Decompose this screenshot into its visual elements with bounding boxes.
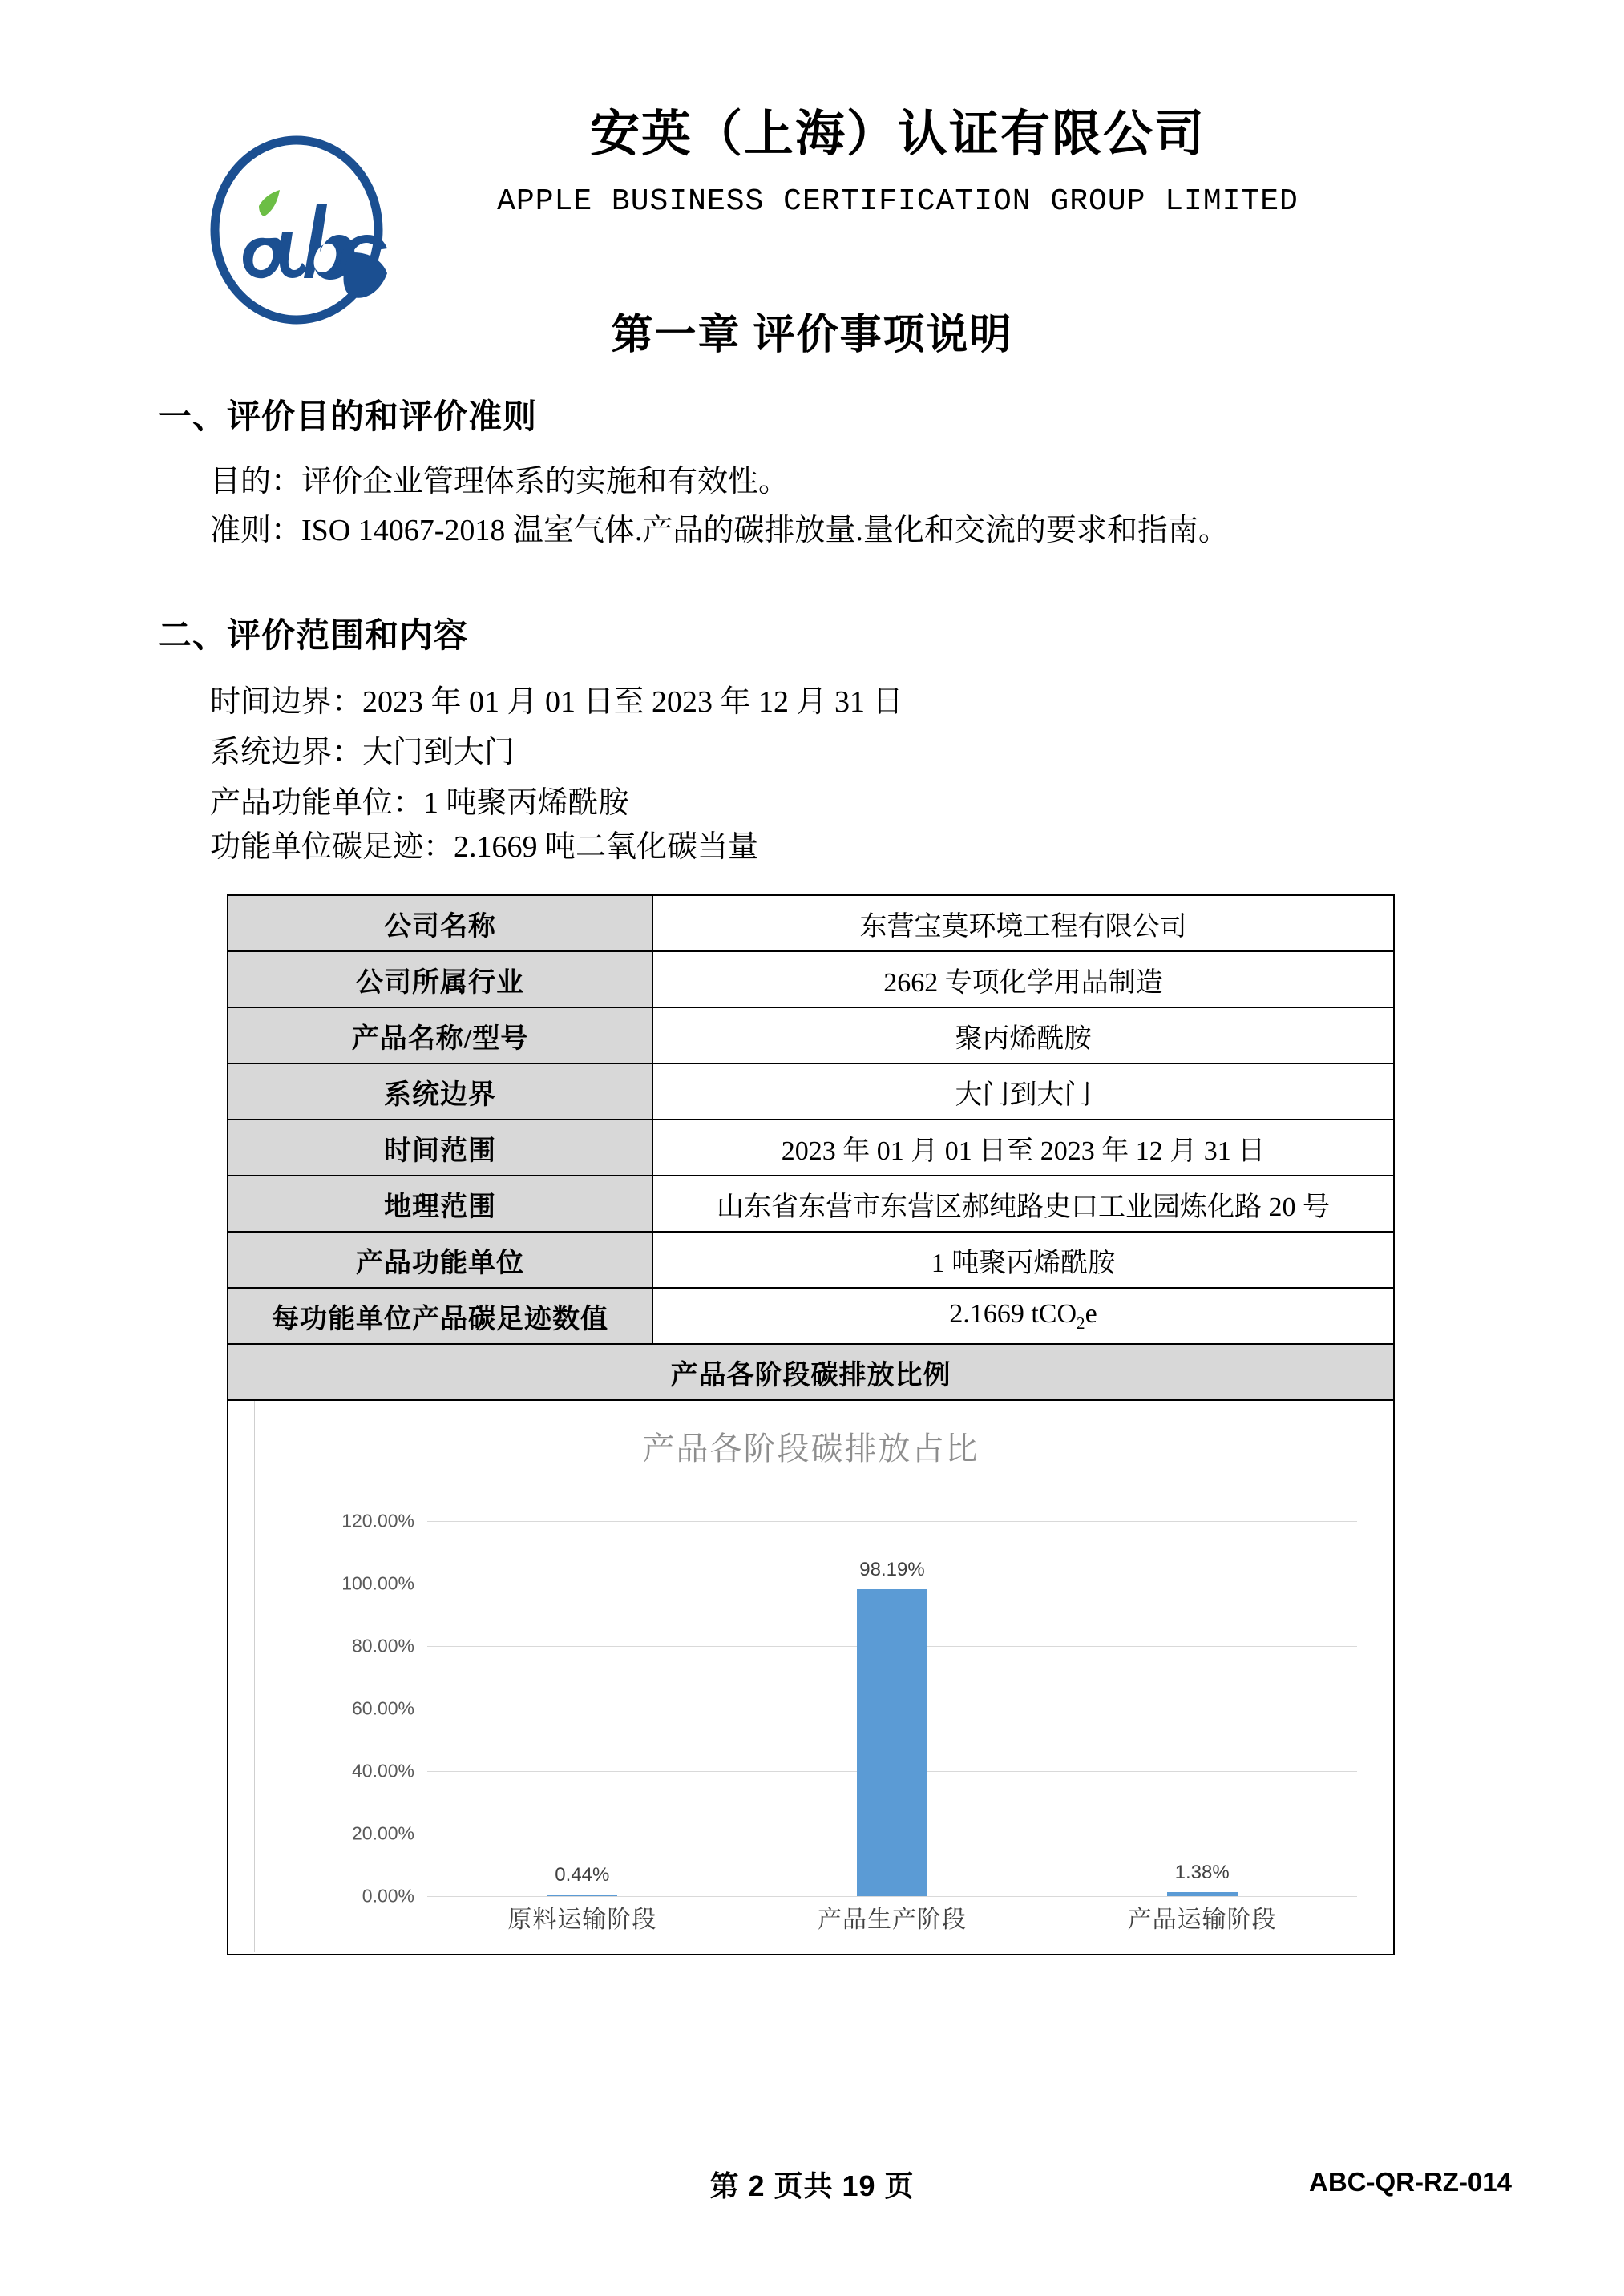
x-tick-label: 原料运输阶段 [507, 1907, 657, 1933]
bar-value-label: 1.38% [1174, 1861, 1230, 1883]
section-1-line-1: 目的：评价企业管理体系的实施和有效性。 [210, 465, 790, 498]
row-value: 聚丙烯酰胺 [652, 1007, 1394, 1063]
page-footer [0, 2164, 1624, 2220]
document-code: ABC-QR-RZ-014 [1308, 2167, 1512, 2197]
x-tick-label: 产品运输阶段 [1127, 1907, 1277, 1933]
chart-bars [427, 1521, 1357, 1896]
table-row [228, 1120, 1394, 1176]
y-tick-label: 20.00% [351, 1822, 414, 1844]
section-heading-2: 二、评价范围和内容 [158, 618, 469, 655]
header-titles [497, 104, 1299, 219]
y-tick-label: 40.00% [351, 1760, 414, 1782]
row-label: 地理范围 [228, 1176, 652, 1232]
chart-title: 产品各阶段碳排放占比 [642, 1430, 980, 1467]
table-row-chart [228, 1400, 1394, 1955]
section-heading-1: 一、评价目的和评价准则 [158, 399, 538, 436]
bar-原料运输阶段 [547, 1895, 617, 1896]
row-label: 公司名称 [228, 895, 652, 951]
y-tick-label: 120.00% [341, 1510, 414, 1531]
row-value: 东营宝莫环境工程有限公司 [652, 895, 1394, 951]
page-number: 第 2 页共 19 页 [709, 2169, 915, 2202]
bar-slot [1047, 1521, 1357, 1896]
page-title: 第一章 评价事项说明 [611, 313, 1013, 358]
table-row [228, 1232, 1394, 1288]
bar-value-label: 0.44% [555, 1864, 610, 1886]
row-label: 产品名称/型号 [228, 1007, 652, 1063]
bar-value-label: 98.19% [859, 1559, 925, 1581]
row-value: 山东省东营市东营区郝纯路史口工业园炼化路 20 号 [652, 1176, 1394, 1232]
company-name-en: APPLE BUSINESS CERTIFICATION GROUP LIMITED [497, 184, 1299, 219]
chart-cell [228, 1400, 1394, 1955]
y-tick-label: 80.00% [351, 1635, 414, 1656]
bar-产品生产阶段 [857, 1589, 927, 1896]
row-label: 时间范围 [228, 1120, 652, 1176]
section-1-line-2: 准则：ISO 14067-2018 温室气体.产品的碳排放量.量化和交流的要求和指南。 [210, 514, 1229, 547]
y-tick-label: 0.00% [362, 1885, 414, 1907]
row-label: 公司所属行业 [228, 951, 652, 1007]
table-row [228, 951, 1394, 1007]
table-row [228, 1288, 1394, 1344]
chart-inner [255, 1401, 1367, 1952]
cf-suffix: e [1085, 1298, 1097, 1329]
section-2-line-4: 功能单位碳足迹：2.1669 吨二氧化碳当量 [210, 830, 759, 864]
bar-产品运输阶段 [1167, 1892, 1238, 1896]
bar-slot [427, 1521, 737, 1896]
row-label: 产品功能单位 [228, 1232, 652, 1288]
document-header [0, 56, 1624, 256]
bar-slot [737, 1521, 1048, 1896]
chart-section-header: 产品各阶段碳排放比例 [228, 1344, 1394, 1400]
section-2-line-3: 产品功能单位：1 吨聚丙烯酰胺 [210, 786, 629, 820]
company-name-cn: 安英（上海）认证有限公司 [589, 107, 1206, 162]
cf-number: 2.1669 tCO [949, 1298, 1077, 1329]
section-2-line-2: 系统边界：大门到大门 [210, 736, 515, 769]
y-tick-label: 100.00% [341, 1572, 414, 1594]
section-2-line-1: 时间边界：2023 年 01 月 01 日至 2023 年 12 月 31 日 [210, 685, 903, 719]
emissions-bar-chart [228, 1401, 1393, 1952]
row-label: 系统边界 [228, 1063, 652, 1120]
row-value: 1 吨聚丙烯酰胺 [652, 1232, 1394, 1288]
table-row [228, 1007, 1394, 1063]
row-label: 每功能单位产品碳足迹数值 [228, 1288, 652, 1344]
cf-subscript: 2 [1077, 1313, 1085, 1333]
table-row [228, 1176, 1394, 1232]
row-value-carbon-footprint [652, 1288, 1394, 1344]
product-info-table [227, 894, 1395, 1955]
y-tick-label: 60.00% [351, 1697, 414, 1719]
table-row [228, 895, 1394, 951]
chart-plot-area [341, 1510, 1357, 1907]
row-value: 大门到大门 [652, 1063, 1394, 1120]
chart-x-axis-labels [427, 1899, 1357, 1935]
row-value: 2662 专项化学用品制造 [652, 951, 1394, 1007]
x-tick-label: 产品生产阶段 [817, 1907, 967, 1933]
gridline-axis [362, 1885, 1357, 1907]
row-value: 2023 年 01 月 01 日至 2023 年 12 月 31 日 [652, 1120, 1394, 1176]
table-row-span [228, 1344, 1394, 1400]
table-row [228, 1063, 1394, 1120]
